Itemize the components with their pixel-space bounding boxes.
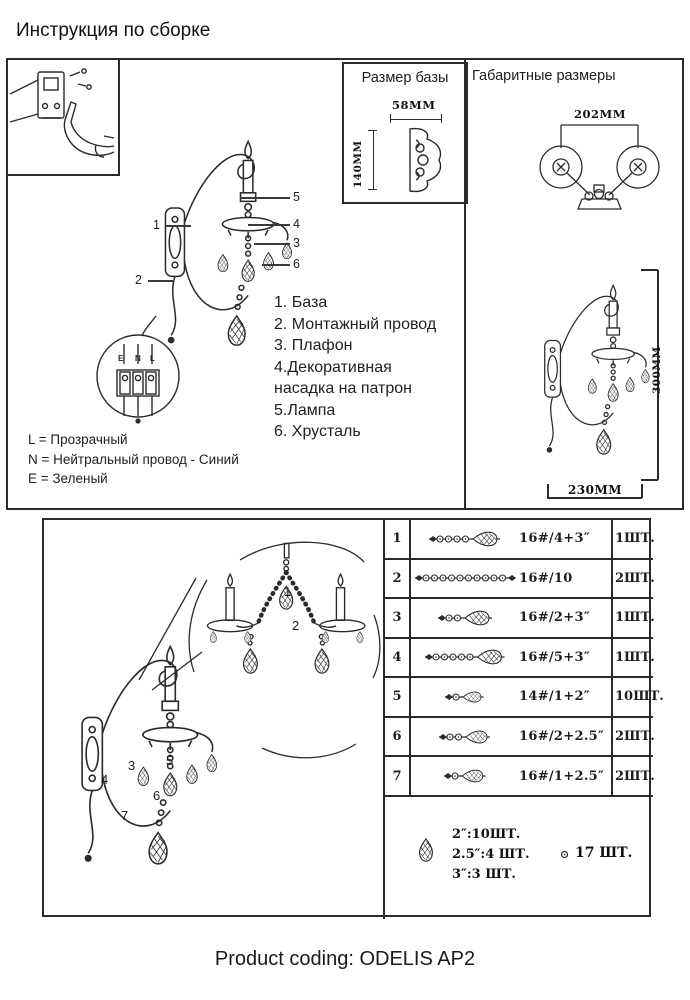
row-number: 4 xyxy=(385,639,411,677)
product-coding: Product coding: ODELIS AP2 xyxy=(214,948,476,970)
row-spec: 16#/2+2.5″ xyxy=(519,729,605,744)
leader-line xyxy=(254,243,290,245)
top-view-drawing xyxy=(518,90,678,220)
dim-tick xyxy=(641,479,658,481)
leader-line xyxy=(240,197,290,199)
table-row xyxy=(385,639,653,679)
wire-legend-line: L = Прозрачный xyxy=(28,432,128,447)
overall-dimensions-title: Габаритные размеры xyxy=(472,68,616,84)
wire-legend xyxy=(28,430,288,489)
callout-1: 1 xyxy=(153,218,160,232)
base-width-dimension xyxy=(390,114,442,123)
parts-table xyxy=(383,520,664,919)
leader-line xyxy=(248,224,290,226)
dim-tick xyxy=(641,269,658,271)
sconce-side-drawing xyxy=(76,632,228,884)
strand-icon xyxy=(411,605,519,631)
callout-3: 3 xyxy=(293,236,300,250)
callout-6: 6 xyxy=(293,257,300,271)
table-row xyxy=(385,520,653,560)
row-number: 2 xyxy=(385,560,411,598)
parts-list-item: 3. Плафон xyxy=(274,337,353,354)
table-row xyxy=(385,560,653,600)
callout-4: 4 xyxy=(293,217,300,231)
overall-width-label: 202MM xyxy=(574,107,626,121)
strand-icon xyxy=(411,763,519,789)
page-title: Инструкция по сборке xyxy=(16,20,211,41)
leader-line xyxy=(165,225,191,227)
base-size-panel xyxy=(342,62,468,204)
callout-6: 6 xyxy=(153,788,161,803)
summary-line: 2″:10ШТ. xyxy=(452,827,521,842)
table-row xyxy=(385,718,653,758)
table-row xyxy=(385,678,664,718)
parts-summary xyxy=(385,797,653,913)
terminal-label-n: N xyxy=(135,354,141,363)
row-qty: 1ШТ. xyxy=(615,531,655,547)
callout-5: 5 xyxy=(293,190,300,204)
table-row xyxy=(385,599,653,639)
wire-legend-line: N = Нейтральный провод - Синий xyxy=(28,451,239,467)
strand-icon xyxy=(411,724,519,750)
row-spec: 16#/10 xyxy=(519,570,573,586)
bead-icon xyxy=(560,850,569,859)
summary-line: 2.5″:4 ШТ. xyxy=(452,847,530,862)
row-spec: 16#/1+2.5″ xyxy=(519,768,605,784)
crystal-parts-section xyxy=(42,518,664,917)
parts-list-item: 4.Декоративная насадка на патрон xyxy=(274,358,413,397)
row-number: 7 xyxy=(385,757,411,795)
terminal-block-icon xyxy=(92,314,184,428)
row-number: 5 xyxy=(385,678,411,716)
row-spec: 16#/5+3″ xyxy=(519,649,590,665)
base-profile-drawing xyxy=(400,126,452,194)
dim-tick xyxy=(547,484,549,498)
bottom-width-label: 230MM xyxy=(567,483,623,497)
terminal-label-e: E xyxy=(118,354,124,363)
parts-list-item: 2. Монтажный провод xyxy=(274,315,437,333)
callout-2: 2 xyxy=(135,273,142,287)
summary-size-lines xyxy=(452,825,529,885)
row-number: 6 xyxy=(385,718,411,756)
side-view-drawing xyxy=(540,256,658,488)
strand-icon xyxy=(411,644,519,670)
strand-icon xyxy=(411,565,519,591)
row-spec: 16#/2+3″ xyxy=(519,610,590,626)
callout-4: 4 xyxy=(101,772,109,787)
row-qty: 2ШТ. xyxy=(615,768,655,784)
base-size-title: Размер базы xyxy=(361,70,449,86)
row-number: 3 xyxy=(385,599,411,637)
row-qty: 1ШТ. xyxy=(615,649,655,665)
callout-5: 5 xyxy=(166,753,174,768)
row-qty: 2ШТ. xyxy=(615,570,655,586)
parts-list-item: 6. Хрусталь xyxy=(274,423,361,440)
callout-3: 3 xyxy=(128,758,136,773)
dim-tick xyxy=(641,484,643,498)
row-qty: 2ШТ. xyxy=(615,729,655,744)
row-spec: 16#/4+3″ xyxy=(519,531,590,547)
base-width-label: 58MM xyxy=(392,98,436,112)
summary-line: 3″:3 ШТ. xyxy=(452,867,516,882)
callout-7: 7 xyxy=(121,808,129,823)
terminal-label-l: L xyxy=(150,354,155,363)
base-height-dimension xyxy=(368,130,377,190)
row-qty: 10ШТ. xyxy=(615,689,664,705)
table-row xyxy=(385,757,653,797)
wall-mount-hand-icon xyxy=(8,60,116,170)
parts-list-item: 1. База xyxy=(274,294,328,311)
row-qty: 1ШТ. xyxy=(615,610,655,626)
assembly-section xyxy=(6,58,684,510)
callout-1: 1 xyxy=(284,584,292,599)
leader-line xyxy=(148,280,174,282)
parts-list xyxy=(274,292,450,443)
callout-2: 2 xyxy=(292,618,300,633)
parts-table-rows xyxy=(385,520,664,797)
base-height-label: 140MM xyxy=(352,140,364,188)
row-spec: 14#/1+2″ xyxy=(519,689,590,705)
parts-list-item: 5.Лампа xyxy=(274,401,336,419)
wire-legend-line: E = Зеленый xyxy=(28,471,108,486)
leader-line xyxy=(262,264,290,266)
summary-bead-total: 17 ШТ. xyxy=(575,845,633,861)
crystal-icon xyxy=(418,837,434,863)
mounting-hint-box xyxy=(8,60,120,176)
strand-icon xyxy=(411,526,519,552)
row-number: 1 xyxy=(385,520,411,558)
wiring-detail xyxy=(92,314,184,428)
overall-height-label: 300MM xyxy=(651,346,663,394)
bottom-width-dimension-line xyxy=(547,497,642,499)
strand-icon xyxy=(411,684,519,710)
